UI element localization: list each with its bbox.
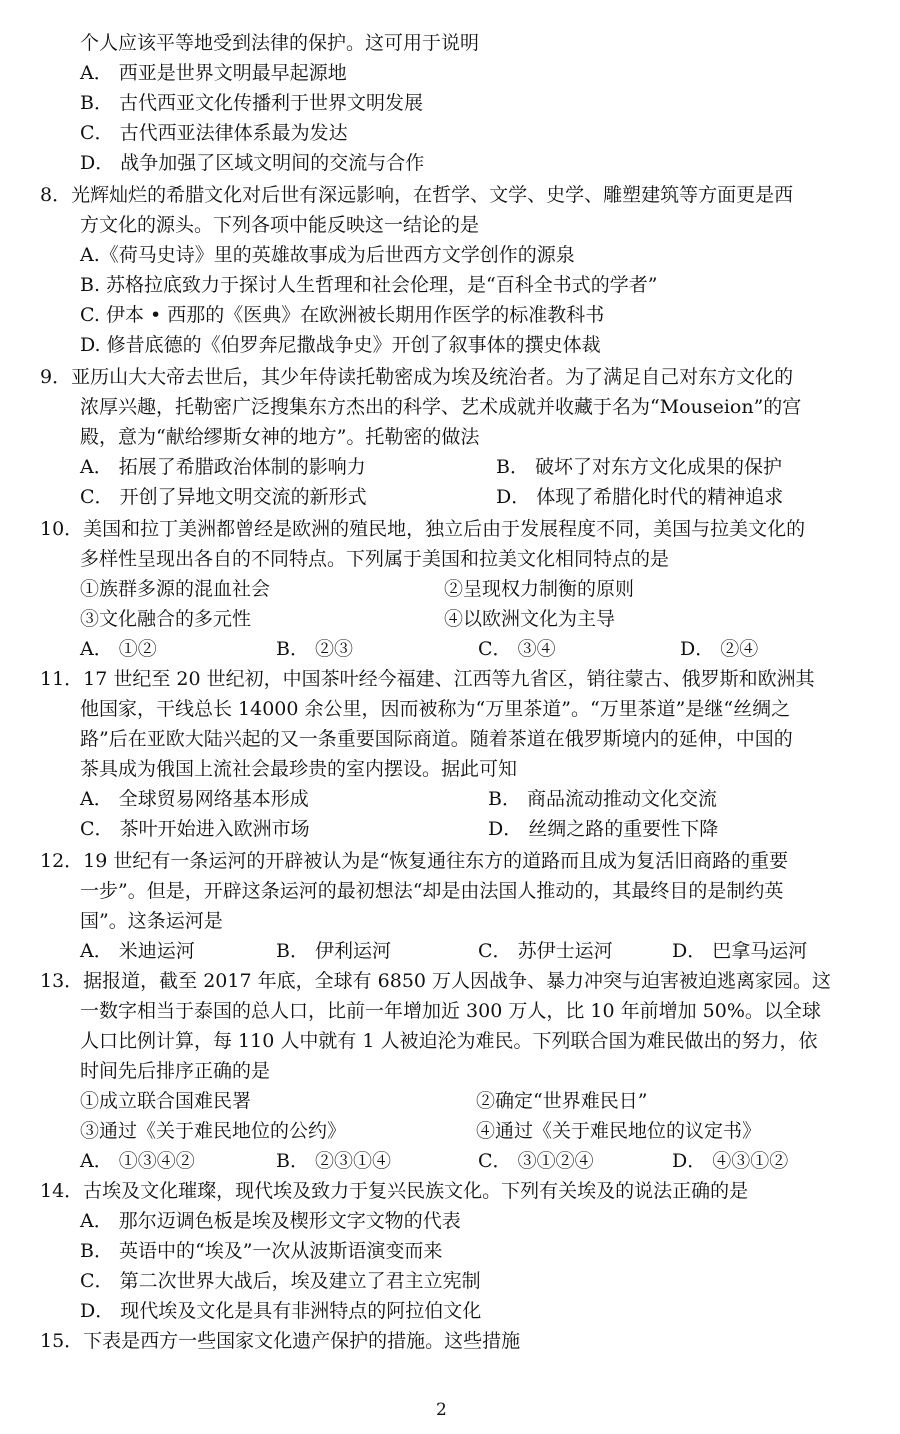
- q11-stem-line-4: 茶具成为俄国上流社会最珍贵的室内摆设。据此可知: [80, 758, 518, 780]
- q12-stem-line-2: 一步”。但是，开辟这条运河的最初想法“却是由法国人推动的，其最终目的是制约英: [80, 880, 784, 902]
- q8-stem-line-2: 方文化的源头。下列各项中能反映这一结论的是: [80, 214, 480, 236]
- q12-option-d: D． 巴拿马运河: [672, 940, 808, 962]
- q8-option-a: A.《荷马史诗》里的英雄故事成为后世西方文学创作的源泉: [80, 244, 575, 266]
- page-number: 2: [436, 1400, 447, 1420]
- q13-item-3: ③通过《关于难民地位的公约》: [80, 1120, 347, 1142]
- q7-option-d: D． 战争加强了区域文明间的交流与合作: [80, 152, 425, 174]
- q12-stem-line-1: 12．19 世纪有一条运河的开辟被认为是“恢复通往东方的道路而且成为复活旧商路的重要: [40, 850, 789, 872]
- q13-item-1: ①成立联合国难民署: [80, 1090, 252, 1112]
- q13-option-d: D． ④③①②: [672, 1150, 789, 1172]
- q11-stem-line-2: 他国家，干线总长 14000 余公里，因而被称为“万里茶道”。“万里茶道”是继“丝绸之: [80, 698, 791, 720]
- q11-option-a: A． 全球贸易网络基本形成: [80, 788, 309, 810]
- q7-option-a: A． 西亚是世界文明最早起源地: [80, 62, 347, 84]
- q10-option-d: D． ②④: [680, 638, 759, 660]
- q13-stem-line-3: 人口比例计算，每 110 人中就有 1 人被迫沦为难民。下列联合国为难民做出的努力，依: [80, 1030, 818, 1052]
- q10-option-a: A． ①②: [80, 638, 157, 660]
- q13-option-a: A． ①③④②: [80, 1150, 195, 1172]
- q10-item-4: ④以欧洲文化为主导: [444, 608, 616, 630]
- q9-stem-line-1: 9．亚历山大大帝去世后，其少年侍读托勒密成为埃及统治者。为了满足自己对东方文化的: [40, 366, 794, 388]
- q8-option-d: D. 修昔底德的《伯罗奔尼撒战争史》开创了叙事体的撰史体裁: [80, 334, 601, 356]
- q10-item-1: ①族群多源的混血社会: [80, 578, 271, 600]
- q10-item-3: ③文化融合的多元性: [80, 608, 252, 630]
- q11-stem-line-1: 11．17 世纪至 20 世纪初，中国茶叶经今福建、江西等九省区，销往蒙古、俄罗斯和欧洲其: [40, 668, 815, 690]
- q14-stem-line: 14．古埃及文化璀璨，现代埃及致力于复兴民族文化。下列有关埃及的说法正确的是: [40, 1180, 749, 1202]
- q13-stem-line-4: 时间先后排序正确的是: [80, 1060, 271, 1082]
- q9-stem-line-3: 殿，意为“献给缪斯女神的地方”。托勒密的做法: [80, 426, 480, 448]
- q7-stem-line: 个人应该平等地受到法律的保护。这可用于说明: [80, 32, 480, 54]
- q8-option-b: B. 苏格拉底致力于探讨人生哲理和社会伦理，是“百科全书式的学者”: [80, 274, 658, 296]
- q9-option-a: A． 拓展了希腊政治体制的影响力: [80, 456, 366, 478]
- q9-option-c: C． 开创了异地文明交流的新形式: [80, 486, 367, 508]
- q13-item-4: ④通过《关于难民地位的议定书》: [476, 1120, 762, 1142]
- q13-stem-line-1: 13．据报道，截至 2017 年底，全球有 6850 万人因战争、暴力冲突与迫害被迫逃离家园。这: [40, 970, 832, 992]
- q9-option-d: D． 体现了希腊化时代的精神追求: [496, 486, 784, 508]
- q8-option-c: C. 伊本 • 西那的《医典》在欧洲被长期用作医学的标准教科书: [80, 304, 605, 326]
- q10-option-b: B． ②③: [276, 638, 354, 660]
- q10-item-2: ②呈现权力制衡的原则: [444, 578, 635, 600]
- q10-stem-line-1: 10．美国和拉丁美洲都曾经是欧洲的殖民地，独立后由于发展程度不同，美国与拉美文化的: [40, 518, 806, 540]
- q12-stem-line-3: 国”。这条运河是: [80, 910, 223, 932]
- q13-option-c: C． ③①②④: [478, 1150, 594, 1172]
- q12-option-a: A． 米迪运河: [80, 940, 195, 962]
- q14-option-b: B． 英语中的“埃及”一次从波斯语演变而来: [80, 1240, 443, 1262]
- q14-option-a: A． 那尔迈调色板是埃及楔形文字文物的代表: [80, 1210, 461, 1232]
- q13-item-2: ②确定“世界难民日”: [476, 1090, 648, 1112]
- q7-option-b: B． 古代西亚文化传播利于世界文明发展: [80, 92, 424, 114]
- q14-option-c: C． 第二次世界大战后，埃及建立了君主立宪制: [80, 1270, 481, 1292]
- q7-option-c: C． 古代西亚法律体系最为发达: [80, 122, 348, 144]
- q11-option-d: D． 丝绸之路的重要性下降: [488, 818, 719, 840]
- q12-option-b: B． 伊利运河: [276, 940, 392, 962]
- q9-option-b: B． 破坏了对东方文化成果的保护: [496, 456, 783, 478]
- q11-option-b: B． 商品流动推动文化交流: [488, 788, 718, 810]
- q11-stem-line-3: 路”后在亚欧大陆兴起的又一条重要国际商道。随着茶道在俄罗斯境内的延伸，中国的: [80, 728, 793, 750]
- q9-stem-line-2: 浓厚兴趣，托勒密广泛搜集东方杰出的科学、艺术成就并收藏于名为“Mouseion”的宫: [80, 396, 802, 418]
- q15-stem-line: 15．下表是西方一些国家文化遗产保护的措施。这些措施: [40, 1330, 521, 1352]
- q13-stem-line-2: 一数字相当于泰国的总人口，比前一年增加近 300 万人，比 10 年前增加 50%。以全球: [80, 1000, 821, 1022]
- q8-stem-line-1: 8．光辉灿烂的希腊文化对后世有深远影响，在哲学、文学、史学、雕塑建筑等方面更是西: [40, 184, 794, 206]
- q10-stem-line-2: 多样性呈现出各自的不同特点。下列属于美国和拉美文化相同特点的是: [80, 548, 670, 570]
- q10-option-c: C． ③④: [478, 638, 556, 660]
- q13-option-b: B． ②③①④: [276, 1150, 392, 1172]
- q11-option-c: C． 茶叶开始进入欧洲市场: [80, 818, 310, 840]
- q12-option-c: C． 苏伊士运河: [478, 940, 613, 962]
- q14-option-d: D． 现代埃及文化是具有非洲特点的阿拉伯文化: [80, 1300, 482, 1322]
